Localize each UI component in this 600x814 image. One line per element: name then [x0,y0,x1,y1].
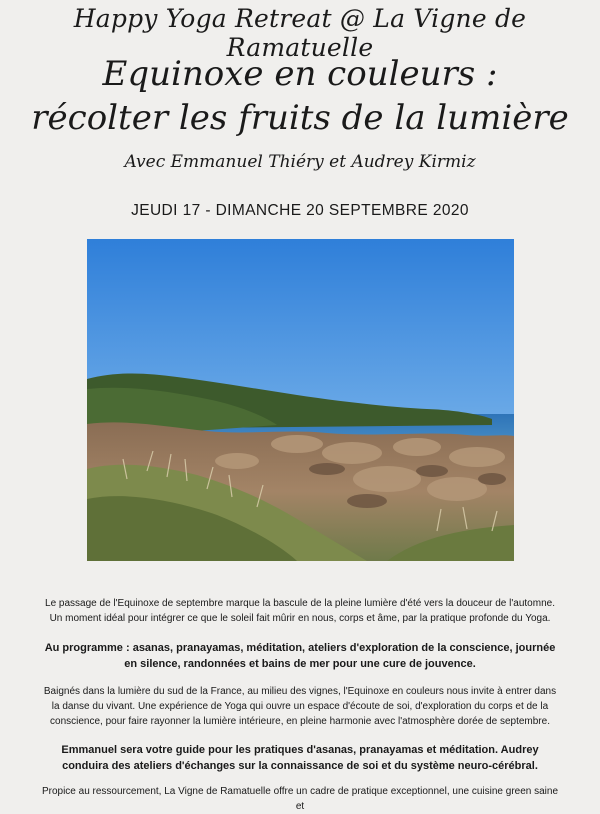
title-line-1: Equinoxe en couleurs : [102,54,498,94]
title-line-2: récolter les fruits de la lumière [31,98,569,138]
program-paragraph: Au programme : asanas, pranayamas, méditation, ateliers d'exploration de la conscience, journée en silence, randonnées et bains de mer pour une cure de jouvence. [44,642,556,670]
coastline-illustration [87,239,514,561]
coastline-photo [87,239,514,561]
venue-heading: Happy Yoga Retreat @ La Vigne de Ramatuelle [73,4,527,62]
hosts-subtitle: Avec Emmanuel Thiéry et Audrey Kirmiz [124,152,476,172]
venue-paragraph: Propice au ressourcement, La Vigne de Ramatuelle offre un cadre de pratique exceptionnel, une cuisine green saine et [41,786,559,813]
intro-paragraph: Le passage de l'Equinoxe de septembre marque la bascule de la pleine lumière d'été vers la douceur de l'automne. Un moment idéal pour intégrer ce que le soleil fait mûrir en nous, corps et âme, par la pratique profonde du Yoga. [45,598,555,625]
event-dates: JEUDI 17 - DIMANCHE 20 SEPTEMBRE 2020 [131,202,469,219]
guides-paragraph: Emmanuel sera votre guide pour les pratiques d'asanas, pranayamas et méditation. Audrey conduira des ateliers d'échanges sur la connaissance de soi et du système neuro-cérébral. [61,744,539,772]
description-paragraph: Baignés dans la lumière du sud de la France, au milieu des vignes, l'Equinoxe en couleurs nous invite à entrer dans la danse du vivant. Une expérience de Yoga qui ouvre un espace d'écoute de soi, d'exploration du corps et de la conscience, pour faire rayonner la lumière intérieure, en pleine harmonie avec l'atmosphère dorée de septembre. [43,686,557,728]
